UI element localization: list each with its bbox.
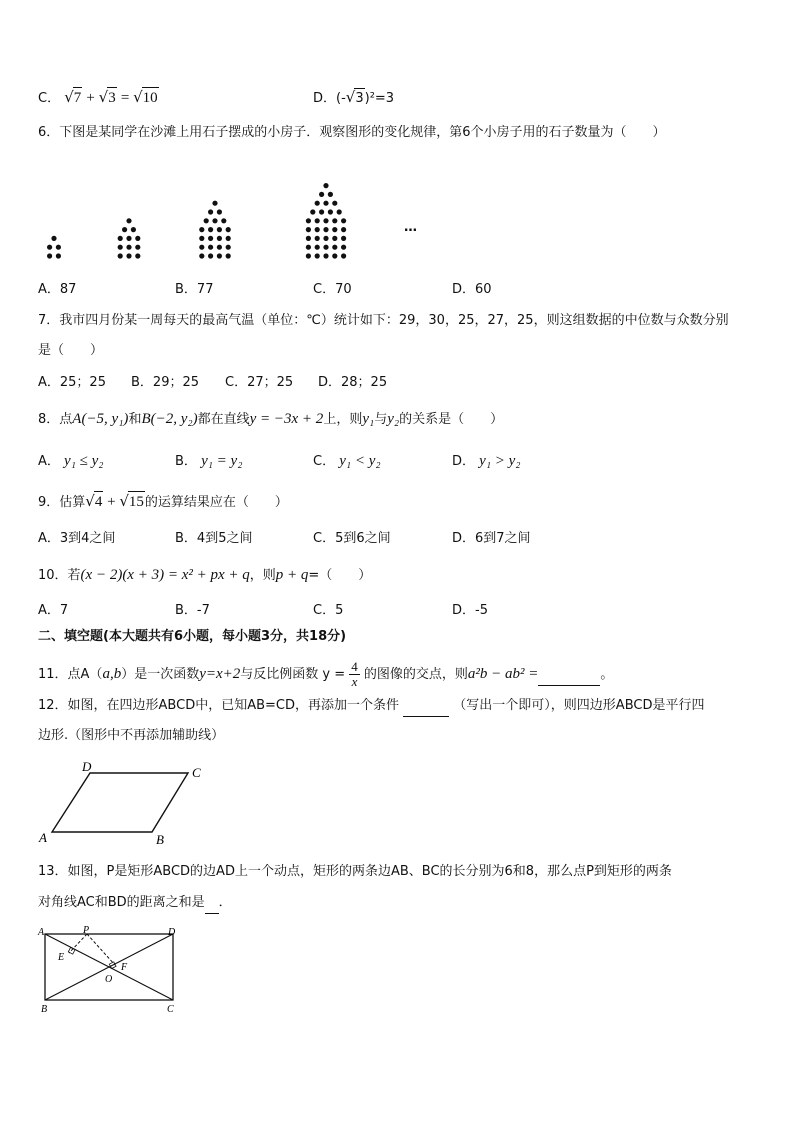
stone-dot bbox=[51, 236, 56, 241]
stone-dot bbox=[126, 245, 131, 250]
stone-dot bbox=[306, 253, 311, 258]
stone-dot bbox=[226, 253, 231, 258]
stone-dot bbox=[341, 218, 346, 223]
stone-dot bbox=[310, 209, 315, 214]
q9-option-b: B．4到5之间 bbox=[175, 531, 253, 546]
q9-stem: 9．估算√4 + √15的运算结果应在（ ） bbox=[38, 492, 288, 510]
stone-dot bbox=[47, 253, 52, 258]
parallelogram-shape bbox=[52, 773, 188, 832]
perpendicular-pe bbox=[69, 934, 87, 953]
stone-dot bbox=[328, 209, 333, 214]
label-f: F bbox=[121, 962, 128, 973]
stone-dot bbox=[131, 227, 136, 232]
stone-dot bbox=[315, 227, 320, 232]
stone-dot bbox=[208, 236, 213, 241]
stone-dot bbox=[332, 201, 337, 206]
stone-dot bbox=[332, 236, 337, 241]
stone-dot bbox=[208, 227, 213, 232]
q9-option-c: C．5到6之间 bbox=[313, 531, 391, 546]
stone-dot bbox=[323, 245, 328, 250]
stone-dot bbox=[226, 227, 231, 232]
fraction-4-over-x: $\frac{4}{x}$ bbox=[351, 659, 358, 689]
rectangle-figure bbox=[36, 924, 186, 1016]
parallelogram-figure bbox=[36, 758, 206, 848]
stone-dot bbox=[199, 227, 204, 232]
stone-dot bbox=[204, 218, 209, 223]
q8-option-d: D． y₁ > y₂ bbox=[452, 453, 521, 469]
q8-stem: 8．点A(−5, y₁)和B(−2, y₂)都在直线y = −3x + 2上，则y₁与y₂的关系是（ ） bbox=[38, 411, 504, 427]
stone-dot bbox=[323, 201, 328, 206]
stone-dot bbox=[118, 245, 123, 250]
q12-stem-line1: 12．如图，在四边形ABCD中，已知AB=CD，再添加一个条件 （写出一个即可），则四边形ABCD是平行四 bbox=[38, 696, 704, 717]
stone-dot bbox=[135, 236, 140, 241]
q11-stem: 11．点A（a,b）是一次函数y=x+2与反比例函数 y = $\frac{4}{x}$ 的图像的交点，则a²b − ab² = 。 bbox=[38, 659, 614, 689]
q8-option-c: C． y₁ < y₂ bbox=[313, 453, 381, 469]
label-a: A bbox=[38, 927, 45, 938]
q10-option-d: D．-5 bbox=[452, 603, 488, 618]
q5-option-d: D．(-√3)²=3 bbox=[313, 87, 394, 109]
section-heading: 二、填空题(本大题共有6小题，每小题3分，共18分) bbox=[38, 629, 347, 644]
label-e: E bbox=[58, 952, 65, 963]
stone-dot bbox=[306, 218, 311, 223]
stone-dot bbox=[323, 183, 328, 188]
stone-dot bbox=[126, 218, 131, 223]
stone-dot bbox=[118, 236, 123, 241]
q13-stem-line1: 13．如图，P是矩形ABCD的边AD上一个动点，矩形的两条边AB、BC的长分别为6和8，那么点P到矩形的两条 bbox=[38, 864, 672, 879]
stone-dot bbox=[118, 253, 123, 258]
q9-option-a: A．3到4之间 bbox=[38, 531, 116, 546]
q12-stem-line2: 边形.（图形中不再添加辅助线） bbox=[38, 728, 225, 743]
label-d: D bbox=[168, 927, 176, 938]
label-c: C bbox=[167, 1004, 174, 1015]
perpendicular-pf bbox=[87, 934, 115, 965]
label-b: B bbox=[41, 1004, 48, 1015]
label-o: O bbox=[105, 974, 113, 985]
label-c: C bbox=[192, 765, 201, 780]
label-p: P bbox=[83, 925, 90, 936]
stone-dot bbox=[217, 245, 222, 250]
q13-answer-blank bbox=[205, 893, 219, 914]
stone-dot bbox=[332, 245, 337, 250]
stone-dot bbox=[199, 236, 204, 241]
stone-dot bbox=[319, 192, 324, 197]
q10-option-b: B．-7 bbox=[175, 603, 210, 618]
q13-stem-line2: 对角线AC和BD的距离之和是 ． bbox=[38, 893, 232, 914]
stone-dot bbox=[337, 209, 342, 214]
stone-dot bbox=[199, 245, 204, 250]
stone-dot bbox=[332, 253, 337, 258]
stone-dot bbox=[56, 253, 61, 258]
stone-dot bbox=[47, 245, 52, 250]
q10-stem: 10．若(x − 2)(x + 3) = x² + px + q，则p + q=（ ） bbox=[38, 567, 372, 583]
stone-dot bbox=[122, 227, 127, 232]
stone-dot bbox=[226, 236, 231, 241]
stone-dot bbox=[323, 236, 328, 241]
q7-option-d: D．28；25 bbox=[318, 375, 388, 390]
q5-option-c: C． √7 + √3 = √10 bbox=[38, 88, 158, 106]
stone-dot bbox=[212, 201, 217, 206]
stone-dot bbox=[221, 218, 226, 223]
ellipsis: … bbox=[404, 220, 417, 235]
q6-option-d: D．60 bbox=[452, 282, 492, 297]
q9-option-d: D．6到7之间 bbox=[452, 531, 531, 546]
q6-option-a: A．87 bbox=[38, 282, 77, 297]
label-d: D bbox=[82, 759, 92, 774]
stone-dot bbox=[226, 245, 231, 250]
stone-dot bbox=[323, 227, 328, 232]
q6-option-c: C．70 bbox=[313, 282, 352, 297]
q8-option-a: A． y₁ ≤ y₂ bbox=[38, 453, 104, 469]
stone-dot bbox=[217, 227, 222, 232]
stone-dot bbox=[315, 218, 320, 223]
q6-stem: 6．下图是某同学在沙滩上用石子摆成的小房子．观察图形的变化规律，第6个小房子用的石子数量为（ ） bbox=[38, 125, 666, 140]
label-b: B bbox=[156, 832, 164, 847]
stone-dot bbox=[199, 253, 204, 258]
q7-stem-line1: 7．我市四月份某一周每天的最高气温（单位：℃）统计如下：29，30，25，27，25，则这组数据的中位数与众数分别 bbox=[38, 313, 729, 328]
stone-dot bbox=[135, 253, 140, 258]
stone-dot bbox=[217, 236, 222, 241]
stone-dot bbox=[208, 245, 213, 250]
q12-answer-blank bbox=[403, 696, 449, 717]
stone-dot bbox=[306, 245, 311, 250]
stone-dot bbox=[126, 253, 131, 258]
q7-stem-line2: 是（ ） bbox=[38, 343, 104, 358]
stone-dot bbox=[341, 236, 346, 241]
stone-houses-figure bbox=[40, 158, 420, 264]
stone-dot bbox=[315, 253, 320, 258]
q8-option-b: B． y₁ = y₂ bbox=[175, 453, 243, 469]
stone-dot bbox=[328, 192, 333, 197]
q7-option-a: A．25；25 bbox=[38, 375, 106, 390]
stone-dot bbox=[315, 201, 320, 206]
stone-dot bbox=[323, 253, 328, 258]
stone-dot bbox=[217, 209, 222, 214]
stone-dot bbox=[306, 236, 311, 241]
stone-dot bbox=[56, 245, 61, 250]
stone-dot bbox=[315, 245, 320, 250]
stone-dot bbox=[332, 227, 337, 232]
stone-dot bbox=[208, 209, 213, 214]
stone-dot bbox=[208, 253, 213, 258]
stone-dot bbox=[341, 227, 346, 232]
stone-dot bbox=[126, 236, 131, 241]
q7-option-c: C．27；25 bbox=[225, 375, 294, 390]
stone-dot bbox=[217, 253, 222, 258]
stone-dot bbox=[341, 245, 346, 250]
stone-dot bbox=[319, 209, 324, 214]
stone-dot bbox=[306, 227, 311, 232]
q10-option-c: C．5 bbox=[313, 603, 344, 618]
q7-option-b: B．29；25 bbox=[131, 375, 200, 390]
stone-dot bbox=[135, 245, 140, 250]
stone-dot bbox=[341, 253, 346, 258]
stone-dot bbox=[315, 236, 320, 241]
label-a: A bbox=[39, 830, 47, 845]
q6-option-b: B．77 bbox=[175, 282, 214, 297]
q11-answer-blank bbox=[538, 665, 600, 686]
stone-dot bbox=[323, 218, 328, 223]
stone-dot bbox=[332, 218, 337, 223]
q10-option-a: A．7 bbox=[38, 603, 69, 618]
stone-dot bbox=[212, 218, 217, 223]
